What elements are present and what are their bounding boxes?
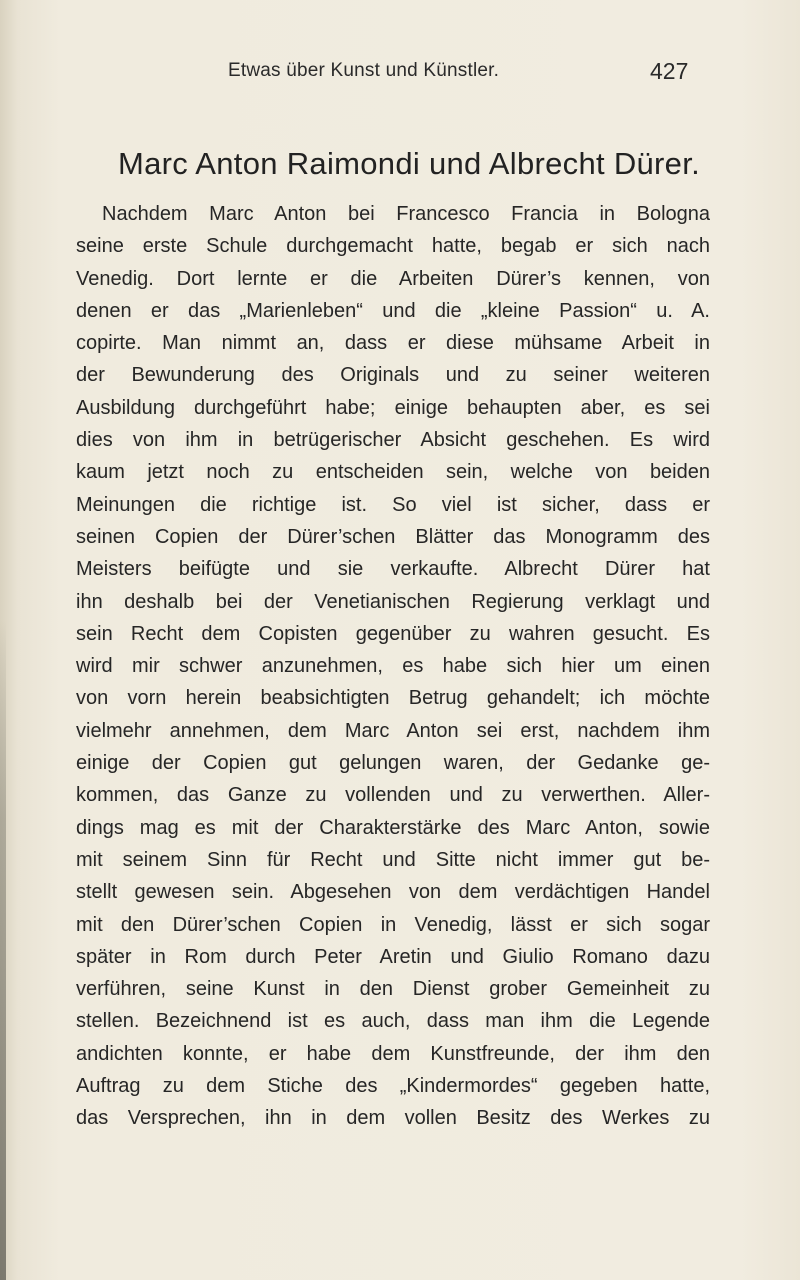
text-line: kaum jetzt noch zu entscheiden sein, welche von beiden	[76, 461, 710, 484]
text-line: Auftrag zu dem Stiche des „Kindermordes“ gegeben hatte,	[76, 1075, 710, 1098]
text-line: denen er das „Marienleben“ und die „kleine Passion“ u. A.	[76, 299, 710, 322]
text-line: seinen Copien der Dürer’schen Blätter das Monogramm des	[76, 525, 710, 548]
text-line: der Bewunderung des Originals und zu seiner weiteren	[76, 364, 710, 387]
page-number: 427	[650, 58, 689, 84]
text-line: Ausbildung durchgeführt habe; einige behaupten aber, es sei	[76, 396, 710, 419]
text-line: Meinungen die richtige ist. So viel ist sicher, dass er	[76, 493, 710, 516]
running-head-title: Etwas über Kunst und Künstler.	[228, 60, 500, 81]
text-line: stellen. Bezeichnend ist es auch, dass man ihm die Legende	[76, 1010, 710, 1033]
text-line: dies von ihm in betrügerischer Absicht geschehen. Es wird	[76, 429, 710, 452]
text-line: Venedig. Dort lernte er die Arbeiten Dürer’s kennen, von	[76, 267, 710, 290]
text-line: kommen, das Ganze zu vollenden und zu verwerthen. Aller-	[76, 784, 710, 807]
running-head	[0, 58, 800, 88]
text-line: Meisters beifügte und sie verkaufte. Albrecht Dürer hat	[76, 558, 710, 581]
text-line: stellt gewesen sein. Abgesehen von dem verdächtigen Handel	[76, 881, 710, 904]
text-line: andichten konnte, er habe dem Kunstfreunde, der ihm den	[76, 1042, 710, 1065]
chapter-title: Marc Anton Raimondi und Albrecht Dürer.	[118, 146, 701, 181]
text-line: verführen, seine Kunst in den Dienst grober Gemeinheit zu	[76, 978, 710, 1001]
text-line: sein Recht dem Copisten gegenüber zu wahren gesucht. Es	[76, 622, 710, 645]
text-line: mit seinem Sinn für Recht und Sitte nicht immer gut be-	[76, 848, 710, 871]
text-line: ihn deshalb bei der Venetianischen Regierung verklagt und	[76, 590, 710, 613]
text-line: mit den Dürer’schen Copien in Venedig, lässt er sich sogar	[76, 913, 710, 936]
text-line: das Versprechen, ihn in dem vollen Besitz des Werkes zu	[76, 1107, 710, 1130]
text-line: von vorn herein beabsichtigten Betrug gehandelt; ich möchte	[76, 687, 710, 710]
text-line: copirte. Man nimmt an, dass er diese mühsame Arbeit in	[76, 332, 710, 355]
text-line: dings mag es mit der Charakterstärke des Marc Anton, sowie	[76, 816, 710, 839]
body-text	[76, 198, 710, 1135]
text-line: später in Rom durch Peter Aretin und Giulio Romano dazu	[76, 945, 710, 968]
text-line: vielmehr annehmen, dem Marc Anton sei erst, nachdem ihm	[76, 719, 710, 742]
text-line: einige der Copien gut gelungen waren, der Gedanke ge-	[76, 752, 710, 775]
page-edge-shadow	[0, 620, 6, 1280]
text-line: Nachdem Marc Anton bei Francesco Francia in Bologna	[102, 203, 710, 225]
text-line: seine erste Schule durchgemacht hatte, begab er sich nach	[76, 235, 710, 258]
text-line: wird mir schwer anzunehmen, es habe sich hier um einen	[76, 655, 710, 678]
